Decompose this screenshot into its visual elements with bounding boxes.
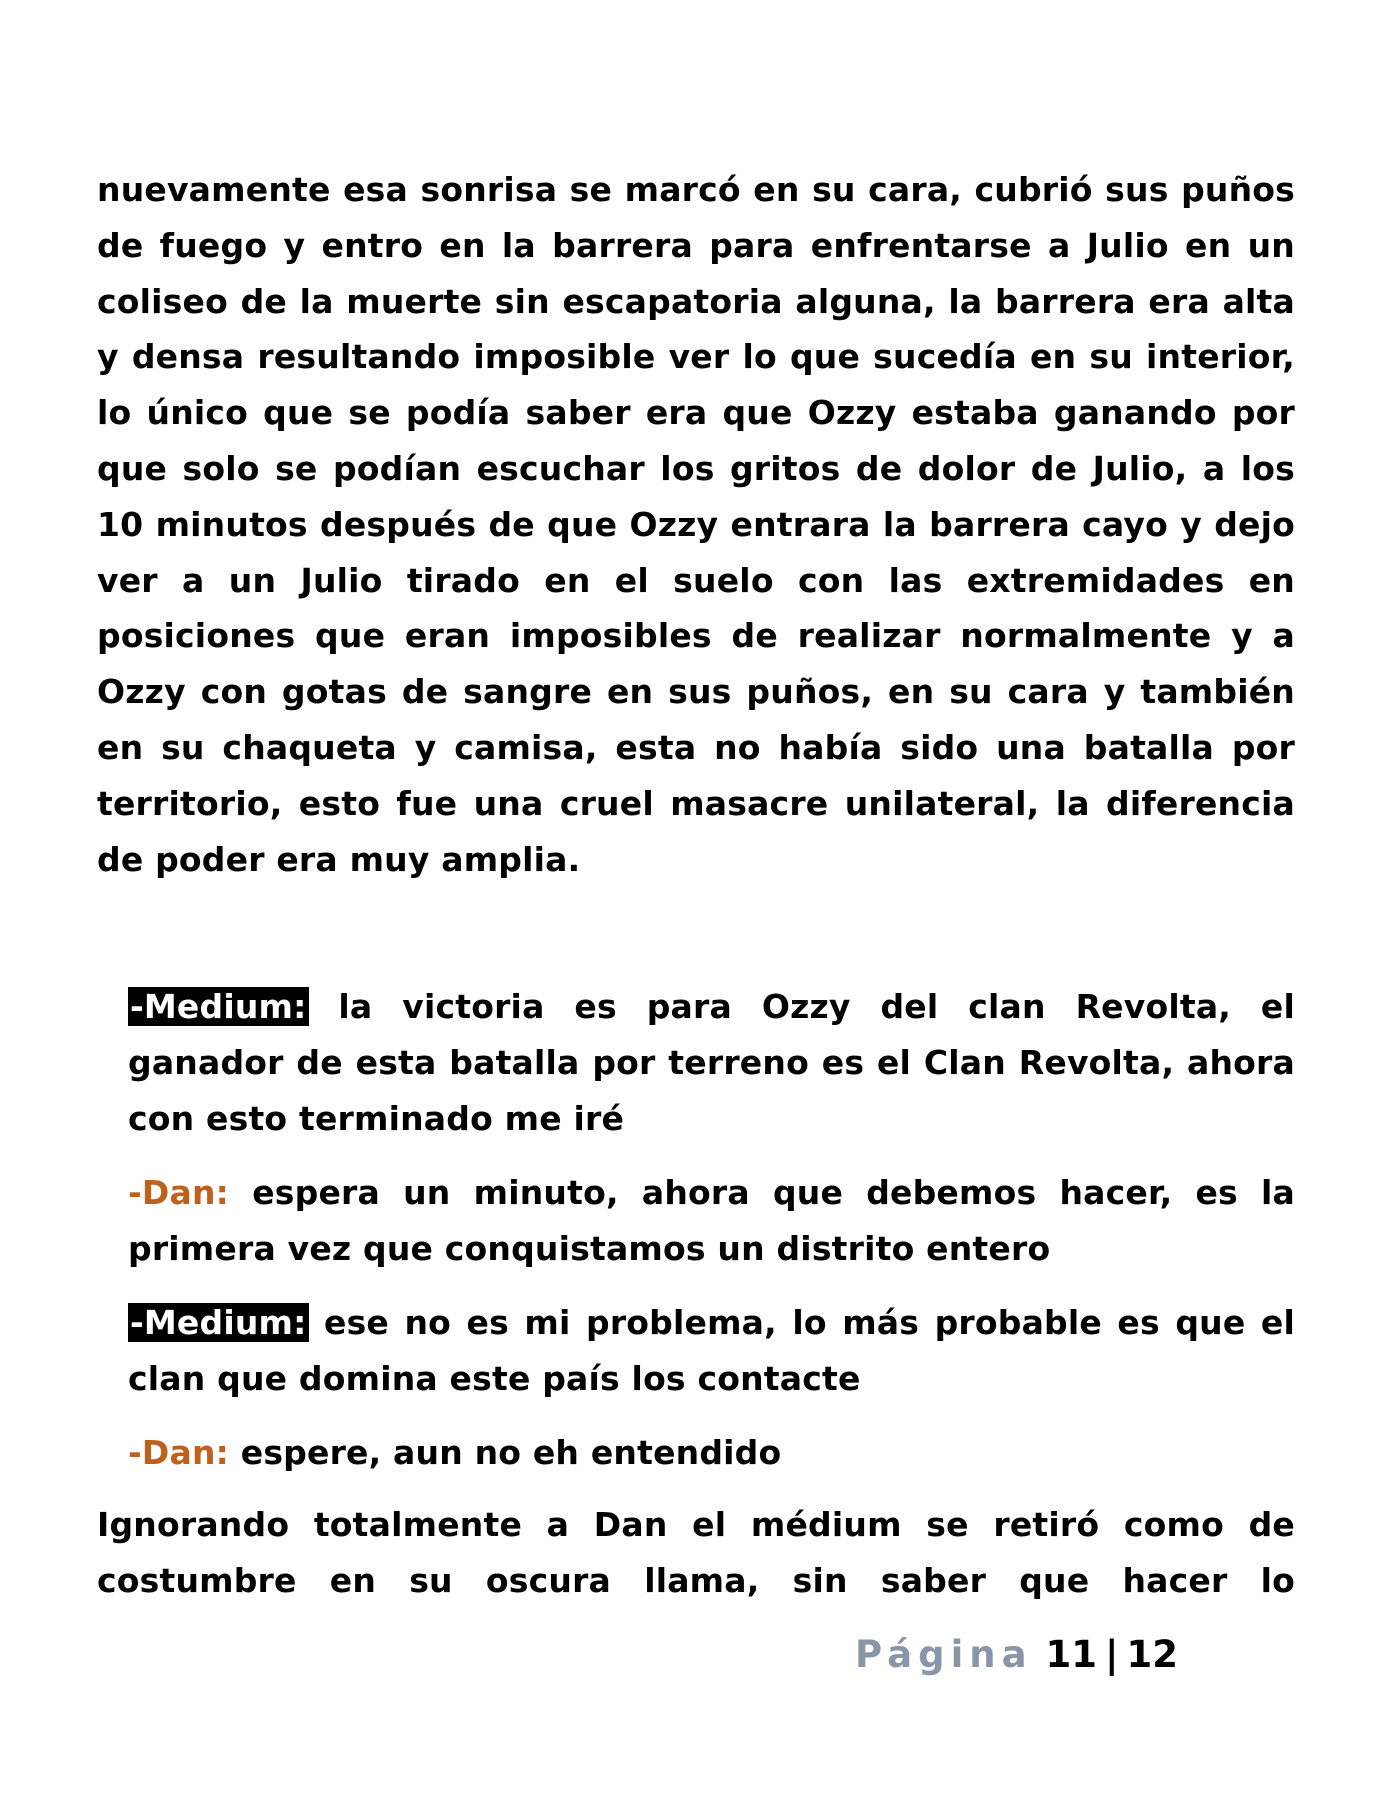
footer-total-pages: 12 — [1126, 1633, 1178, 1676]
dialogue-line-dan — [128, 1165, 1295, 1277]
speaker-label-dan: -Dan: — [128, 1173, 230, 1212]
body-paragraph-continued: Ignorando totalmente a Dan el médium se retiró como de costumbre en su oscura llama, sin saber que hacer lo — [97, 1505, 1295, 1600]
dialogue-line-medium — [128, 979, 1295, 1146]
dialogue-line-medium — [128, 1295, 1295, 1407]
dialogue-text: ese no es mi problema, lo más probable es que el clan que domina este país los contacte — [128, 1303, 1295, 1398]
dialogue-text: espera un minuto, ahora que debemos hacer, es la primera vez que conquistamos un distrito entero — [128, 1173, 1295, 1268]
footer-separator: | — [1104, 1633, 1119, 1676]
footer-page-label: Página — [855, 1633, 1033, 1676]
dialogue-text: la victoria es para Ozzy del clan Revolta, el ganador de esta batalla por terreno es el Clan Revolta, ahora con esto terminado me iré — [128, 987, 1295, 1138]
speaker-label-dan: -Dan: — [128, 1433, 230, 1472]
page-footer — [855, 1630, 1178, 1680]
dialogue-line-dan — [128, 1425, 1295, 1481]
body-paragraph: nuevamente esa sonrisa se marcó en su cara, cubrió sus puños de fuego y entro en la barrera para enfrentarse a Julio en un coliseo de la muerte sin escapatoria alguna, la barrera era alta y densa resultando imposible ver lo que sucedía en su interior, lo único que se podía saber era que Ozzy estaba ganando por que solo se podían escuchar los gritos de dolor de Julio, a los 10 minutos después de que Ozzy entrara la barrera cayo y dejo ver a un Julio tirado en el suelo con las extremidades en posiciones que eran imposibles de realizar normalmente y a Ozzy con gotas de sangre en sus puños, en su cara y también en su chaqueta y camisa, esta no había sido una batalla por territorio, esto fue una cruel masacre unilateral, la diferencia de poder era muy amplia. — [97, 170, 1295, 879]
dialogue-text: espere, aun no eh entendido — [229, 1433, 782, 1472]
speaker-label-medium: -Medium: — [130, 987, 307, 1026]
footer-page-number: 11 — [1045, 1633, 1097, 1676]
speaker-label-medium: -Medium: — [130, 1303, 307, 1342]
